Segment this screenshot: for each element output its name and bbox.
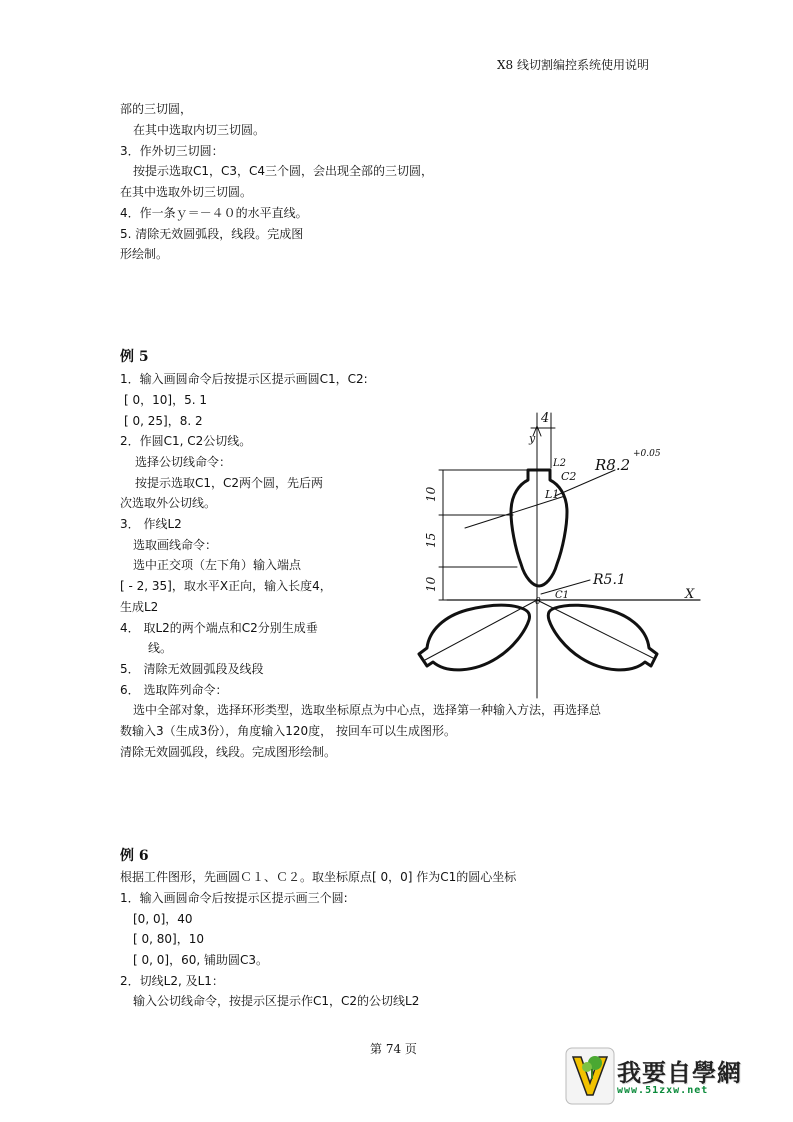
example-5-line: 按提示选取C1，C2两个圆，先后两 — [135, 476, 324, 490]
example-5-line: 1．输入画圆命令后按提示区提示画圆C1，C2: — [120, 372, 368, 386]
example-5-line: 3． 作线L2 — [120, 517, 182, 531]
example-6-heading: 例 6 — [120, 848, 149, 864]
intro-line: 4．作一条ｙ＝－４０的水平直线。 — [120, 206, 308, 220]
example-5-line: 选取画线命令： — [133, 538, 218, 552]
example-5-line: 4． 取L2的两个端点和C2分别生成垂 — [120, 621, 318, 635]
example-5-line: 选中全部对象，选择环形类型，选取坐标原点为中心点，选择第一种输入方法，再选择总 — [133, 703, 602, 717]
tolerance-label: +0.05 — [633, 449, 661, 459]
example-5-line: 生成L2 — [120, 600, 159, 614]
example-5-line: [ 0，10]，5. 1 — [124, 393, 207, 407]
intro-line: 在其中选取外切三切圆。 — [120, 185, 253, 199]
example-5-figure — [405, 408, 705, 708]
logo-url: www.51zxw.net — [617, 1085, 709, 1096]
example-6-line: [0, 0]，40 — [133, 912, 193, 926]
example-5-line: 线。 — [148, 641, 173, 655]
dim-15-label: 15 — [424, 532, 438, 548]
example-5-line: [ 0, 25]，8. 2 — [124, 414, 203, 428]
example-6-line: [ 0, 0]，60, 铺助圆C3。 — [133, 953, 268, 967]
intro-line: 形绘制。 — [120, 247, 169, 261]
example-6-line: 根据工件图形，先画圆Ｃ１、Ｃ２。取坐标原点[ 0，0] 作为C1的圆心坐标 — [120, 870, 517, 884]
left-lobe-outline — [419, 605, 530, 670]
example-6-line: 1．输入画圆命令后按提示区提示画三个圆: — [120, 891, 348, 905]
right-lobe-outline — [548, 605, 657, 670]
intro-line: 部的三切圆， — [120, 102, 193, 116]
intro-line: 在其中选取内切三切圆。 — [133, 123, 266, 137]
page-header-title: X8 线切割编控系统使用说明 — [497, 58, 649, 72]
example-6-line: 2．切线L2, 及L1： — [120, 974, 224, 988]
example-5-line: 次选取外公切线。 — [120, 496, 217, 510]
l1-label: L1 — [545, 488, 560, 501]
page-number: 第 74 页 — [370, 1042, 417, 1056]
r51-label: R5.1 — [593, 572, 626, 588]
intro-line: 3．作外切三切圆： — [120, 144, 224, 158]
c1-label: C1 — [555, 590, 570, 601]
example-6-line: [ 0, 80]，10 — [133, 932, 204, 946]
example-6-line: 输入公切线命令，按提示区提示作C1，C2的公切线L2 — [133, 994, 420, 1008]
origin-label: 0 — [535, 597, 541, 607]
example-5-line: 2．作圆C1, C2公切线。 — [120, 434, 252, 448]
example-5-line: 5． 清除无效圆弧段及线段 — [120, 662, 264, 676]
logo-v-icon — [565, 1047, 615, 1105]
example-5-line: 数输入3（生成3份），角度输入120度， 按回车可以生成图形。 — [120, 724, 456, 738]
l2-label: L2 — [553, 458, 567, 469]
logo-name: 我要自學網 — [617, 1059, 742, 1087]
radius-line — [425, 600, 537, 660]
intro-line: 5. 清除无效圆弧段，线段。完成图 — [120, 227, 304, 241]
c2-label: C2 — [561, 470, 577, 483]
example-5-line: [ - 2, 35]，取水平X正向，输入长度4， — [120, 579, 332, 593]
dim-top-label: 4 — [541, 411, 550, 426]
site-logo — [565, 1047, 762, 1105]
example-5-line: 选中正交项（左下角）输入端点 — [133, 558, 302, 572]
y-axis-label: y — [529, 432, 536, 445]
dim-10b-label: 10 — [424, 576, 438, 592]
example-5-line: 6． 选取阵列命令： — [120, 683, 228, 697]
dim-10a-label: 10 — [424, 486, 438, 502]
intro-line: 按提示选取C1，C3，C4三个圆，会出现全部的三切圆， — [133, 164, 434, 178]
r82-label: R8.2 — [595, 456, 631, 474]
example-5-line: 清除无效圆弧段，线段。完成图形绘制。 — [120, 745, 337, 759]
x-axis-label: X — [685, 587, 695, 602]
example-5-line: 选择公切线命令： — [135, 455, 232, 469]
example-5-heading: 例 5 — [120, 349, 149, 365]
